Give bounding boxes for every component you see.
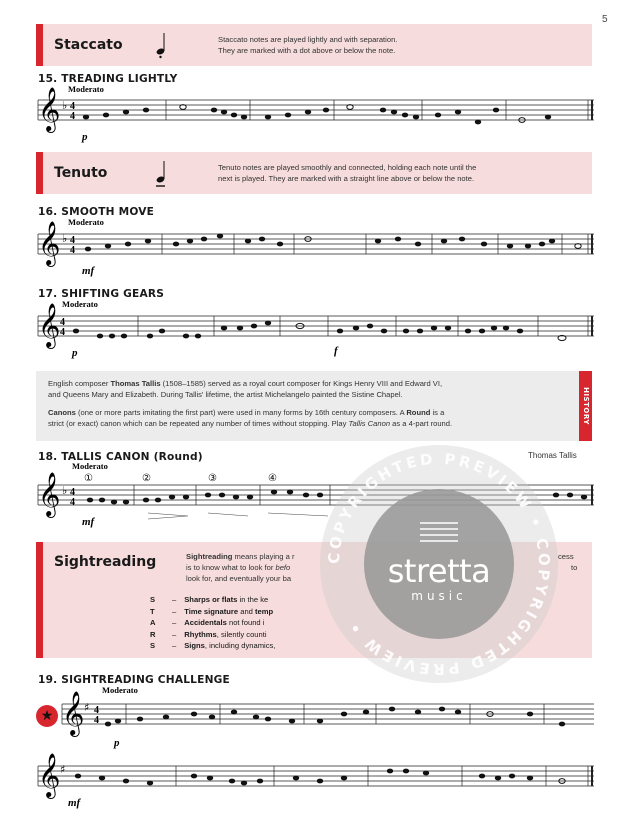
entry-marker-4: ④ — [268, 473, 277, 484]
staccato-description: Staccato notes are played lightly and with separation. They are marked with a dot above or below the note. — [218, 35, 398, 55]
stars-checklist — [150, 594, 275, 652]
list-item: A – Accidentals not found i — [150, 618, 265, 627]
treble-clef-icon: 𝄞 — [38, 303, 61, 347]
time-sig-bottom: 4 — [70, 111, 75, 122]
flat-icon: ♭ — [62, 99, 68, 112]
list-item: S – Sharps or flats in the ke — [150, 595, 269, 604]
star-badge-icon: ★ — [36, 705, 58, 727]
treble-clef-icon: 𝄞 — [38, 221, 61, 265]
history-box — [36, 371, 592, 441]
accent-bar — [36, 24, 43, 66]
time-sig-top: 4 — [70, 101, 75, 112]
time-sig-bottom: 4 — [70, 497, 75, 508]
list-item: T – Time signature and temp — [150, 606, 274, 616]
watermark-sub: music — [411, 589, 467, 603]
dynamic-marking-2: f — [334, 345, 338, 357]
exercise-19-staff-2 — [38, 748, 594, 810]
list-item: R – Rhythms, silently counti — [150, 629, 267, 639]
tempo-marking: Moderato — [68, 84, 104, 94]
treble-clef-icon: 𝄞 — [62, 691, 85, 735]
stretta-watermark — [320, 445, 558, 683]
page-number: 5 — [602, 14, 608, 25]
tenuto-note-icon — [154, 158, 168, 190]
entry-marker-3: ③ — [208, 473, 217, 484]
tempo-marking: Moderato — [102, 685, 138, 695]
notes — [73, 321, 566, 341]
staccato-note-icon — [154, 30, 168, 60]
time-sig-top: 4 — [70, 235, 75, 246]
exercise-15-title: 15. TREADING LIGHTLY — [38, 73, 178, 85]
time-sig-bottom: 4 — [60, 327, 65, 338]
dynamic-marking: p — [82, 131, 88, 143]
flat-icon: ♭ — [62, 484, 68, 497]
tempo-marking: Moderato — [72, 461, 108, 471]
accent-bar — [36, 152, 43, 194]
dynamic-marking: p — [114, 737, 120, 749]
history-paragraph-1: English composer Thomas Tallis (1508–1585) served as a royal court composer for Kings Henry VIII and Edward VI, and Queens Mary and Elizabeth. During Tallis' lifetime, the artist Michelangelo painted the Sistine Chapel. — [48, 379, 443, 399]
list-item: S – Signs, including dynamics, — [150, 641, 276, 650]
sightreading-heading: Sightreading — [54, 554, 157, 570]
time-sig-top: 4 — [60, 317, 65, 328]
treble-clef-icon: 𝄞 — [38, 87, 61, 131]
tenuto-description: Tenuto notes are played smoothly and connected, holding each note until the next is played. They are marked with a straight line above or below the note. — [218, 163, 477, 183]
exercise-15-staff — [38, 84, 594, 146]
tempo-marking: Moderato — [62, 299, 98, 309]
treble-clef-icon: 𝄞 — [38, 753, 61, 797]
tempo-marking: Moderato — [68, 217, 104, 227]
time-sig-top: 4 — [70, 487, 75, 498]
entry-marker-2: ② — [142, 473, 151, 484]
dynamic-marking: mf — [82, 265, 95, 277]
watermark-brand: stretta — [387, 552, 491, 590]
time-sig-bottom: 4 — [94, 715, 99, 726]
sharp-icon: ♯ — [84, 701, 90, 714]
time-sig-bottom: 4 — [70, 245, 75, 256]
exercise-17-title: 17. SHIFTING GEARS — [38, 288, 165, 300]
exercise-19-staff-1 — [62, 684, 594, 749]
exercise-16-staff — [38, 216, 594, 278]
tenuto-box — [36, 152, 592, 194]
exercise-18-title: 18. TALLIS CANON (Round) — [38, 451, 203, 463]
time-sig-top: 4 — [94, 705, 99, 716]
treble-clef-icon: 𝄞 — [38, 472, 61, 516]
history-tag: HISTORY — [579, 371, 592, 441]
staccato-box — [36, 24, 592, 66]
dynamic-marking: mf — [68, 797, 81, 809]
flat-icon: ♭ — [62, 232, 68, 245]
accent-bar — [36, 542, 43, 658]
exercise-16-title: 16. SMOOTH MOVE — [38, 206, 155, 218]
sightreading-intro: Sightreading means playing a r cess is to know what to look for befo to look for, and eventually your ba — [186, 552, 578, 583]
tenuto-heading: Tenuto — [54, 165, 108, 181]
exercise-19-title: 19. SIGHTREADING CHALLENGE — [38, 674, 230, 686]
dynamic-marking: mf — [82, 516, 95, 528]
sharp-icon: ♯ — [60, 763, 66, 776]
notes — [83, 105, 551, 125]
svg-text:COPYRIGHTED PREVIEW • COPYRIGH: COPYRIGHTED PREVIEW • COPYRIGHTED PREVIEW • — [324, 449, 554, 679]
exercise-17-staff — [38, 298, 594, 360]
history-paragraph-2: Canons (one or more parts imitating the first part) were used in many forms by 16th century composers. A Round is a strict (or exact) canon which can be repeated any number of times without stopping. Play Tallis Canon as a 4-part round. — [48, 408, 453, 428]
dynamic-marking: p — [72, 347, 78, 359]
composer-name: Thomas Tallis — [528, 451, 577, 460]
staccato-heading: Staccato — [54, 37, 123, 53]
notes — [105, 707, 565, 727]
entry-marker-1: ① — [84, 473, 93, 484]
